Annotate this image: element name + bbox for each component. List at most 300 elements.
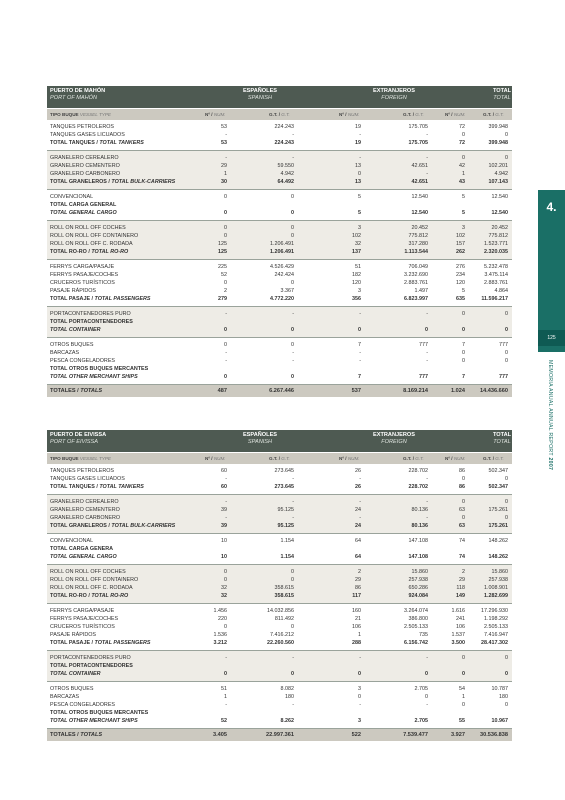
table-row xyxy=(47,170,512,178)
cell-value: 1 xyxy=(358,632,361,638)
cell-value: 7.416.947 xyxy=(484,632,508,638)
cell-value: 2.883.761 xyxy=(404,280,428,286)
grand-total-value: 6.267.446 xyxy=(269,388,294,394)
total-row xyxy=(47,717,512,725)
table-row xyxy=(47,232,512,240)
cell-value: 358.615 xyxy=(274,593,294,599)
grand-total-value: 3.927 xyxy=(451,732,465,738)
row-group xyxy=(47,681,512,728)
row-label-es: TOTAL PASAJE / xyxy=(50,296,95,302)
cell-value: 175.705 xyxy=(408,140,428,146)
cell-value: 0 xyxy=(291,210,294,216)
cell-value: 86 xyxy=(355,585,361,591)
cell-value: 149 xyxy=(456,593,465,599)
cell-value: 317.280 xyxy=(408,241,428,247)
header-label-en-col3: TOTAL xyxy=(493,439,511,445)
row-label-es: TOTAL TANQUES / xyxy=(50,140,100,146)
row-label xyxy=(50,607,114,615)
row-label-en: TOTAL GENERAL CARGO xyxy=(50,210,117,216)
cell-value: 0 xyxy=(224,624,227,630)
header-cell-col2 xyxy=(339,88,449,102)
cell-value: 51 xyxy=(221,686,227,692)
row-label-es: ROLL ON ROLL OFF COCHES xyxy=(50,225,126,231)
row-label xyxy=(50,279,115,287)
row-label-es: TOTAL PORTACONTENEDORES xyxy=(50,663,133,669)
row-label xyxy=(50,232,138,240)
cell-value: 2.505.133 xyxy=(404,624,428,630)
cell-value: 1.536 xyxy=(213,632,227,638)
chapter-number: 4. xyxy=(546,200,557,214)
cell-value: - xyxy=(359,132,361,138)
cell-value: 26 xyxy=(355,468,361,474)
cell-value: 53 xyxy=(221,124,227,130)
subheader-label: G.T. / xyxy=(269,456,280,461)
row-group xyxy=(47,464,512,494)
cell-value: - xyxy=(426,515,428,521)
row-label-es: PORTACONTENEDORES PURO xyxy=(50,655,131,661)
cell-value: 29 xyxy=(355,577,361,583)
cell-value: 0 xyxy=(224,233,227,239)
cell-value: - xyxy=(359,358,361,364)
subheader-label: G.T. / xyxy=(483,456,494,461)
subheader-label-en: G.T. xyxy=(415,456,424,461)
row-label xyxy=(50,178,175,186)
cell-value: 0 xyxy=(224,569,227,575)
subheader-label-en: NUM. xyxy=(453,456,466,461)
row-label xyxy=(50,467,114,475)
cell-value: 0 xyxy=(462,671,465,677)
row-label xyxy=(50,326,101,334)
row-label-es: TOTAL CARGA GENERA xyxy=(50,546,113,552)
cell-value: 3.500 xyxy=(451,640,465,646)
header-label-col2: EXTRANJEROS xyxy=(373,88,415,94)
cell-value: 224.243 xyxy=(274,124,294,130)
cell-value: 228.702 xyxy=(408,484,428,490)
row-label xyxy=(50,685,93,693)
cell-value: 120 xyxy=(456,280,465,286)
row-label xyxy=(50,263,114,271)
row-label-es: TOTAL RO-RO / xyxy=(50,249,92,255)
row-label-es: FERRYS PASAJE/COCHES xyxy=(50,272,119,278)
row-label xyxy=(50,654,131,662)
cell-value: 0 xyxy=(505,702,508,708)
cell-value: 0 xyxy=(358,327,361,333)
row-group xyxy=(47,337,512,384)
cell-value: - xyxy=(359,702,361,708)
cell-value: 11.596.217 xyxy=(481,296,508,302)
cell-value: - xyxy=(359,655,361,661)
row-label xyxy=(50,545,113,553)
cell-value: 3.264.074 xyxy=(404,608,428,614)
cell-value: 5 xyxy=(358,194,361,200)
cell-value: - xyxy=(359,155,361,161)
subheader-label: Nº / xyxy=(339,112,347,117)
row-label-en: TOTAL TANKERS xyxy=(99,140,144,146)
cell-value: 0 xyxy=(224,374,227,380)
row-group xyxy=(47,494,512,533)
cell-value: 32 xyxy=(355,241,361,247)
cell-value: 0 xyxy=(224,671,227,677)
cell-value: 1.282.699 xyxy=(484,593,508,599)
header-cell-col1 xyxy=(205,88,315,102)
row-label xyxy=(50,514,120,522)
row-label-en: TOTAL TANKERS xyxy=(99,484,144,490)
cell-value: - xyxy=(426,358,428,364)
cell-value: 220 xyxy=(218,616,227,622)
grand-total-value: 522 xyxy=(351,732,361,738)
row-label-en: TOTAL OTHER MERCHANT SHIPS xyxy=(50,374,138,380)
cell-value: 775.812 xyxy=(488,233,508,239)
cell-value: 95.125 xyxy=(277,523,294,529)
total-row xyxy=(47,522,512,530)
table-row xyxy=(47,693,512,701)
subheader-cell xyxy=(403,455,424,462)
row-label-es: TOTAL RO-RO / xyxy=(50,593,92,599)
table-row xyxy=(47,310,512,318)
cell-value: 118 xyxy=(456,585,465,591)
subheader-cell xyxy=(339,455,360,462)
cell-value: 20.452 xyxy=(491,225,508,231)
cell-value: 102.201 xyxy=(488,163,508,169)
row-label xyxy=(50,615,118,623)
row-label xyxy=(50,537,93,545)
running-title xyxy=(547,360,553,470)
cell-value: 12.540 xyxy=(411,210,428,216)
cell-value: - xyxy=(359,311,361,317)
cell-value: 0 xyxy=(505,476,508,482)
cell-value: 3 xyxy=(358,288,361,294)
table-row xyxy=(47,607,512,615)
subheader-label: Nº / xyxy=(205,456,213,461)
cell-value: 39 xyxy=(221,507,227,513)
cell-value: - xyxy=(426,155,428,161)
cell-value: 10.787 xyxy=(491,686,508,692)
table-row xyxy=(47,162,512,170)
row-label xyxy=(50,357,115,365)
subheader-label-en: NUM. xyxy=(213,456,226,461)
cell-value: 1.154 xyxy=(280,538,294,544)
row-label xyxy=(50,365,148,373)
grand-total-value: 3.405 xyxy=(213,732,227,738)
table-row xyxy=(47,349,512,357)
table-row xyxy=(47,631,512,639)
subheader-label-en: G.T. xyxy=(495,112,504,117)
subheader-label-en: G.T. xyxy=(495,456,504,461)
header-cell-col3 xyxy=(452,88,552,102)
cell-value: 63 xyxy=(459,507,465,513)
cell-value: 775.812 xyxy=(408,233,428,239)
cell-value: 10 xyxy=(221,538,227,544)
header-label-port: PUERTO DE MAHÓN xyxy=(50,88,106,94)
cell-value: 0 xyxy=(462,350,465,356)
header-cell-col2 xyxy=(339,432,449,446)
cell-value: 924.084 xyxy=(408,593,428,599)
row-label-es: ROLL ON ROLL OFF CONTAINERO xyxy=(50,577,139,583)
cell-value: - xyxy=(225,311,227,317)
row-label-es: TOTAL PASAJE / xyxy=(50,640,95,646)
cell-value: 225 xyxy=(218,264,227,270)
row-label-es: ROLL ON ROLL OFF C. RODADA xyxy=(50,585,133,591)
table-row xyxy=(47,193,512,201)
row-label xyxy=(50,271,118,279)
row-label-es: GRANELERO CEMENTERO xyxy=(50,163,120,169)
cell-value: 1.008.901 xyxy=(484,585,508,591)
row-label-en: TOTAL BULK-CARRIERS xyxy=(111,179,176,185)
grand-total-value: 30.536.838 xyxy=(480,732,508,738)
row-label xyxy=(50,287,96,295)
row-label xyxy=(50,717,138,725)
table-subheader xyxy=(47,453,512,464)
row-label xyxy=(50,131,125,139)
cell-value: 60 xyxy=(221,484,227,490)
cell-value: 0 xyxy=(291,194,294,200)
table-row xyxy=(47,467,512,475)
total-row xyxy=(47,639,512,647)
subheader-cell xyxy=(50,455,111,462)
grand-total-label-en: TOTALS xyxy=(80,732,103,738)
cell-value: 0 xyxy=(224,280,227,286)
table-header xyxy=(47,430,512,452)
header-label-en-col2: FOREIGN xyxy=(381,439,407,445)
row-group xyxy=(47,120,512,150)
subheader-label-en: NUM. xyxy=(347,456,360,461)
cell-value: 28.417.302 xyxy=(481,640,508,646)
row-label xyxy=(50,349,79,357)
cell-value: 279 xyxy=(218,296,227,302)
subheader-label-en: G.T. xyxy=(281,456,290,461)
cell-value: 15.860 xyxy=(411,569,428,575)
cell-value: 2.705 xyxy=(414,718,428,724)
cell-value: 1 xyxy=(224,171,227,177)
cell-value: 2.705 xyxy=(414,686,428,692)
row-label-es: TANQUES PETROLEROS xyxy=(50,468,114,474)
cell-value: 3.367 xyxy=(280,288,294,294)
row-label xyxy=(50,209,117,217)
row-label xyxy=(50,123,114,131)
cell-value: 3 xyxy=(358,686,361,692)
subheader-label: Nº / xyxy=(445,112,453,117)
cell-value: 14.032.856 xyxy=(267,608,294,614)
row-label-es: TANQUES GASES LICUADOS xyxy=(50,476,125,482)
cell-value: 3.232.690 xyxy=(404,272,428,278)
cell-value: 257.938 xyxy=(408,577,428,583)
row-label xyxy=(50,193,93,201)
cell-value: 125 xyxy=(218,241,227,247)
table-row xyxy=(47,287,512,295)
cell-value: 102 xyxy=(456,233,465,239)
cell-value: 24 xyxy=(355,507,361,513)
cell-value: 0 xyxy=(505,327,508,333)
cell-value: 4.942 xyxy=(280,171,294,177)
cell-value: 12.540 xyxy=(491,194,508,200)
grand-total-value: 8.169.214 xyxy=(403,388,428,394)
total-row xyxy=(47,318,512,326)
row-label-en: TOTAL PASSENGERS xyxy=(94,640,151,646)
subheader-cell xyxy=(483,455,504,462)
row-group xyxy=(47,259,512,306)
cell-value: 125 xyxy=(218,249,227,255)
cell-value: 60 xyxy=(221,468,227,474)
row-label xyxy=(50,631,96,639)
cell-value: 777 xyxy=(419,374,428,380)
cell-value: 107.143 xyxy=(488,179,508,185)
cell-value: 399.948 xyxy=(488,140,508,146)
row-label-en: TOTAL RO-RO xyxy=(91,249,129,255)
cell-value: 1.616 xyxy=(451,608,465,614)
cell-value: 55 xyxy=(459,718,465,724)
table-row xyxy=(47,576,512,584)
row-label-es: FERRYS PASAJE/COCHES xyxy=(50,616,119,622)
running-title-text: MEMORIA ANUAL ANNUAL REPORT xyxy=(547,360,553,456)
cell-value: 0 xyxy=(358,671,361,677)
total-row xyxy=(47,139,512,147)
cell-value: 3 xyxy=(462,225,465,231)
cell-value: 64 xyxy=(355,538,361,544)
row-label-es: TANQUES PETROLEROS xyxy=(50,124,114,130)
total-row xyxy=(47,326,512,334)
cell-value: 0 xyxy=(505,499,508,505)
row-label-es: GRANELERO CEREALERO xyxy=(50,155,119,161)
cell-value: 1.113.544 xyxy=(404,249,428,255)
row-label xyxy=(50,201,116,209)
table-row xyxy=(47,279,512,287)
cell-value: 3.475.114 xyxy=(484,272,508,278)
cell-value: - xyxy=(426,476,428,482)
cell-value: 86 xyxy=(459,484,465,490)
cell-value: 102 xyxy=(352,233,361,239)
cell-value: 0 xyxy=(425,671,428,677)
grand-total-value: 537 xyxy=(351,388,361,394)
row-label-en: TOTAL BULK-CARRIERS xyxy=(111,523,176,529)
row-label xyxy=(50,584,133,592)
table-row xyxy=(47,263,512,271)
table-row xyxy=(47,701,512,709)
row-label-es: PESCA CONGELADORES xyxy=(50,702,116,708)
subheader-label-en: VESSEL TYPE xyxy=(79,456,111,461)
total-row xyxy=(47,662,512,670)
row-label-en: TOTAL OTHER MERCHANT SHIPS xyxy=(50,718,138,724)
table-row xyxy=(47,271,512,279)
grand-total-value: 14.436.660 xyxy=(480,388,508,394)
row-label-es: FERRYS CARGA/PASAJE xyxy=(50,608,115,614)
cell-value: 19 xyxy=(355,140,361,146)
cell-value: 2 xyxy=(462,569,465,575)
cell-value: 180 xyxy=(499,694,508,700)
subheader-cell xyxy=(403,111,424,118)
row-group xyxy=(47,306,512,337)
cell-value: 0 xyxy=(505,311,508,317)
cell-value: - xyxy=(292,155,294,161)
cell-value: 241 xyxy=(456,616,465,622)
row-label-es: GRANELERO CEREALERO xyxy=(50,499,119,505)
row-label-es: TOTAL GRANELEROS / xyxy=(50,179,112,185)
row-label xyxy=(50,623,115,631)
cell-value: 106 xyxy=(352,624,361,630)
header-cell-port xyxy=(50,88,170,102)
cell-value: 72 xyxy=(459,140,465,146)
subheader-cell xyxy=(205,111,226,118)
cell-value: - xyxy=(292,132,294,138)
cell-value: 7 xyxy=(462,342,465,348)
cell-value: - xyxy=(426,311,428,317)
row-label xyxy=(50,639,150,647)
row-label xyxy=(50,154,119,162)
cell-value: 2 xyxy=(358,569,361,575)
subheader-label: Nº / xyxy=(205,112,213,117)
cell-value: 0 xyxy=(224,225,227,231)
cell-value: - xyxy=(225,350,227,356)
cell-value: 180 xyxy=(285,694,294,700)
cell-value: - xyxy=(426,132,428,138)
row-label-es: GRANELERO CARBONERO xyxy=(50,515,121,521)
row-label-es: GRANELERO CEMENTERO xyxy=(50,507,120,513)
row-group xyxy=(47,603,512,650)
total-row xyxy=(47,670,512,678)
row-label-es: TANQUES GASES LICUADOS xyxy=(50,132,125,138)
cell-value: 1.497 xyxy=(414,288,428,294)
grand-total-row xyxy=(47,728,512,741)
row-label xyxy=(50,709,148,717)
cell-value: - xyxy=(292,476,294,482)
subheader-label: Nº / xyxy=(445,456,453,461)
table-row xyxy=(47,514,512,522)
row-label-es: CONVENCIONAL xyxy=(50,194,94,200)
cell-value: - xyxy=(225,702,227,708)
subheader-label-en: G.T. xyxy=(415,112,424,117)
cell-value: 17.296.930 xyxy=(481,608,508,614)
row-label-es: TOTAL GRANELEROS / xyxy=(50,523,112,529)
header-cell-col1 xyxy=(205,432,315,446)
cell-value: 0 xyxy=(291,327,294,333)
row-label-en: TOTAL GENERAL CARGO xyxy=(50,554,117,560)
cell-value: 13 xyxy=(355,163,361,169)
row-label-en: TOTAL PASSENGERS xyxy=(94,296,151,302)
row-label xyxy=(50,483,144,491)
row-label xyxy=(50,522,175,530)
total-row xyxy=(47,295,512,303)
row-label-es: CRUCEROS TURÍSTICOS xyxy=(50,624,115,630)
row-label xyxy=(50,670,101,678)
cell-value: - xyxy=(426,655,428,661)
subheader-cell xyxy=(269,455,290,462)
cell-value: 1.206.491 xyxy=(270,249,294,255)
cell-value: 175.261 xyxy=(488,507,508,513)
cell-value: 1.537 xyxy=(451,632,465,638)
row-label-es: TOTAL PORTACONTENEDORES xyxy=(50,319,133,325)
cell-value: 3 xyxy=(358,718,361,724)
cell-value: 160 xyxy=(352,608,361,614)
cell-value: 137 xyxy=(352,249,361,255)
subheader-label-en: NUM. xyxy=(453,112,466,117)
cell-value: 0 xyxy=(462,311,465,317)
cell-value: 13 xyxy=(355,179,361,185)
table-row xyxy=(47,654,512,662)
row-label xyxy=(50,568,126,576)
cell-value: 288 xyxy=(352,640,361,646)
subheader-cell xyxy=(50,111,111,118)
cell-value: 5 xyxy=(462,194,465,200)
row-group xyxy=(47,150,512,189)
row-label xyxy=(50,373,138,381)
cell-value: 0 xyxy=(224,342,227,348)
row-label xyxy=(50,576,138,584)
cell-value: - xyxy=(225,515,227,521)
subheader-cell xyxy=(445,455,466,462)
cell-value: 0 xyxy=(291,374,294,380)
cell-value: 2 xyxy=(224,288,227,294)
cell-value: 777 xyxy=(499,374,508,380)
cell-value: 242.424 xyxy=(274,272,294,278)
